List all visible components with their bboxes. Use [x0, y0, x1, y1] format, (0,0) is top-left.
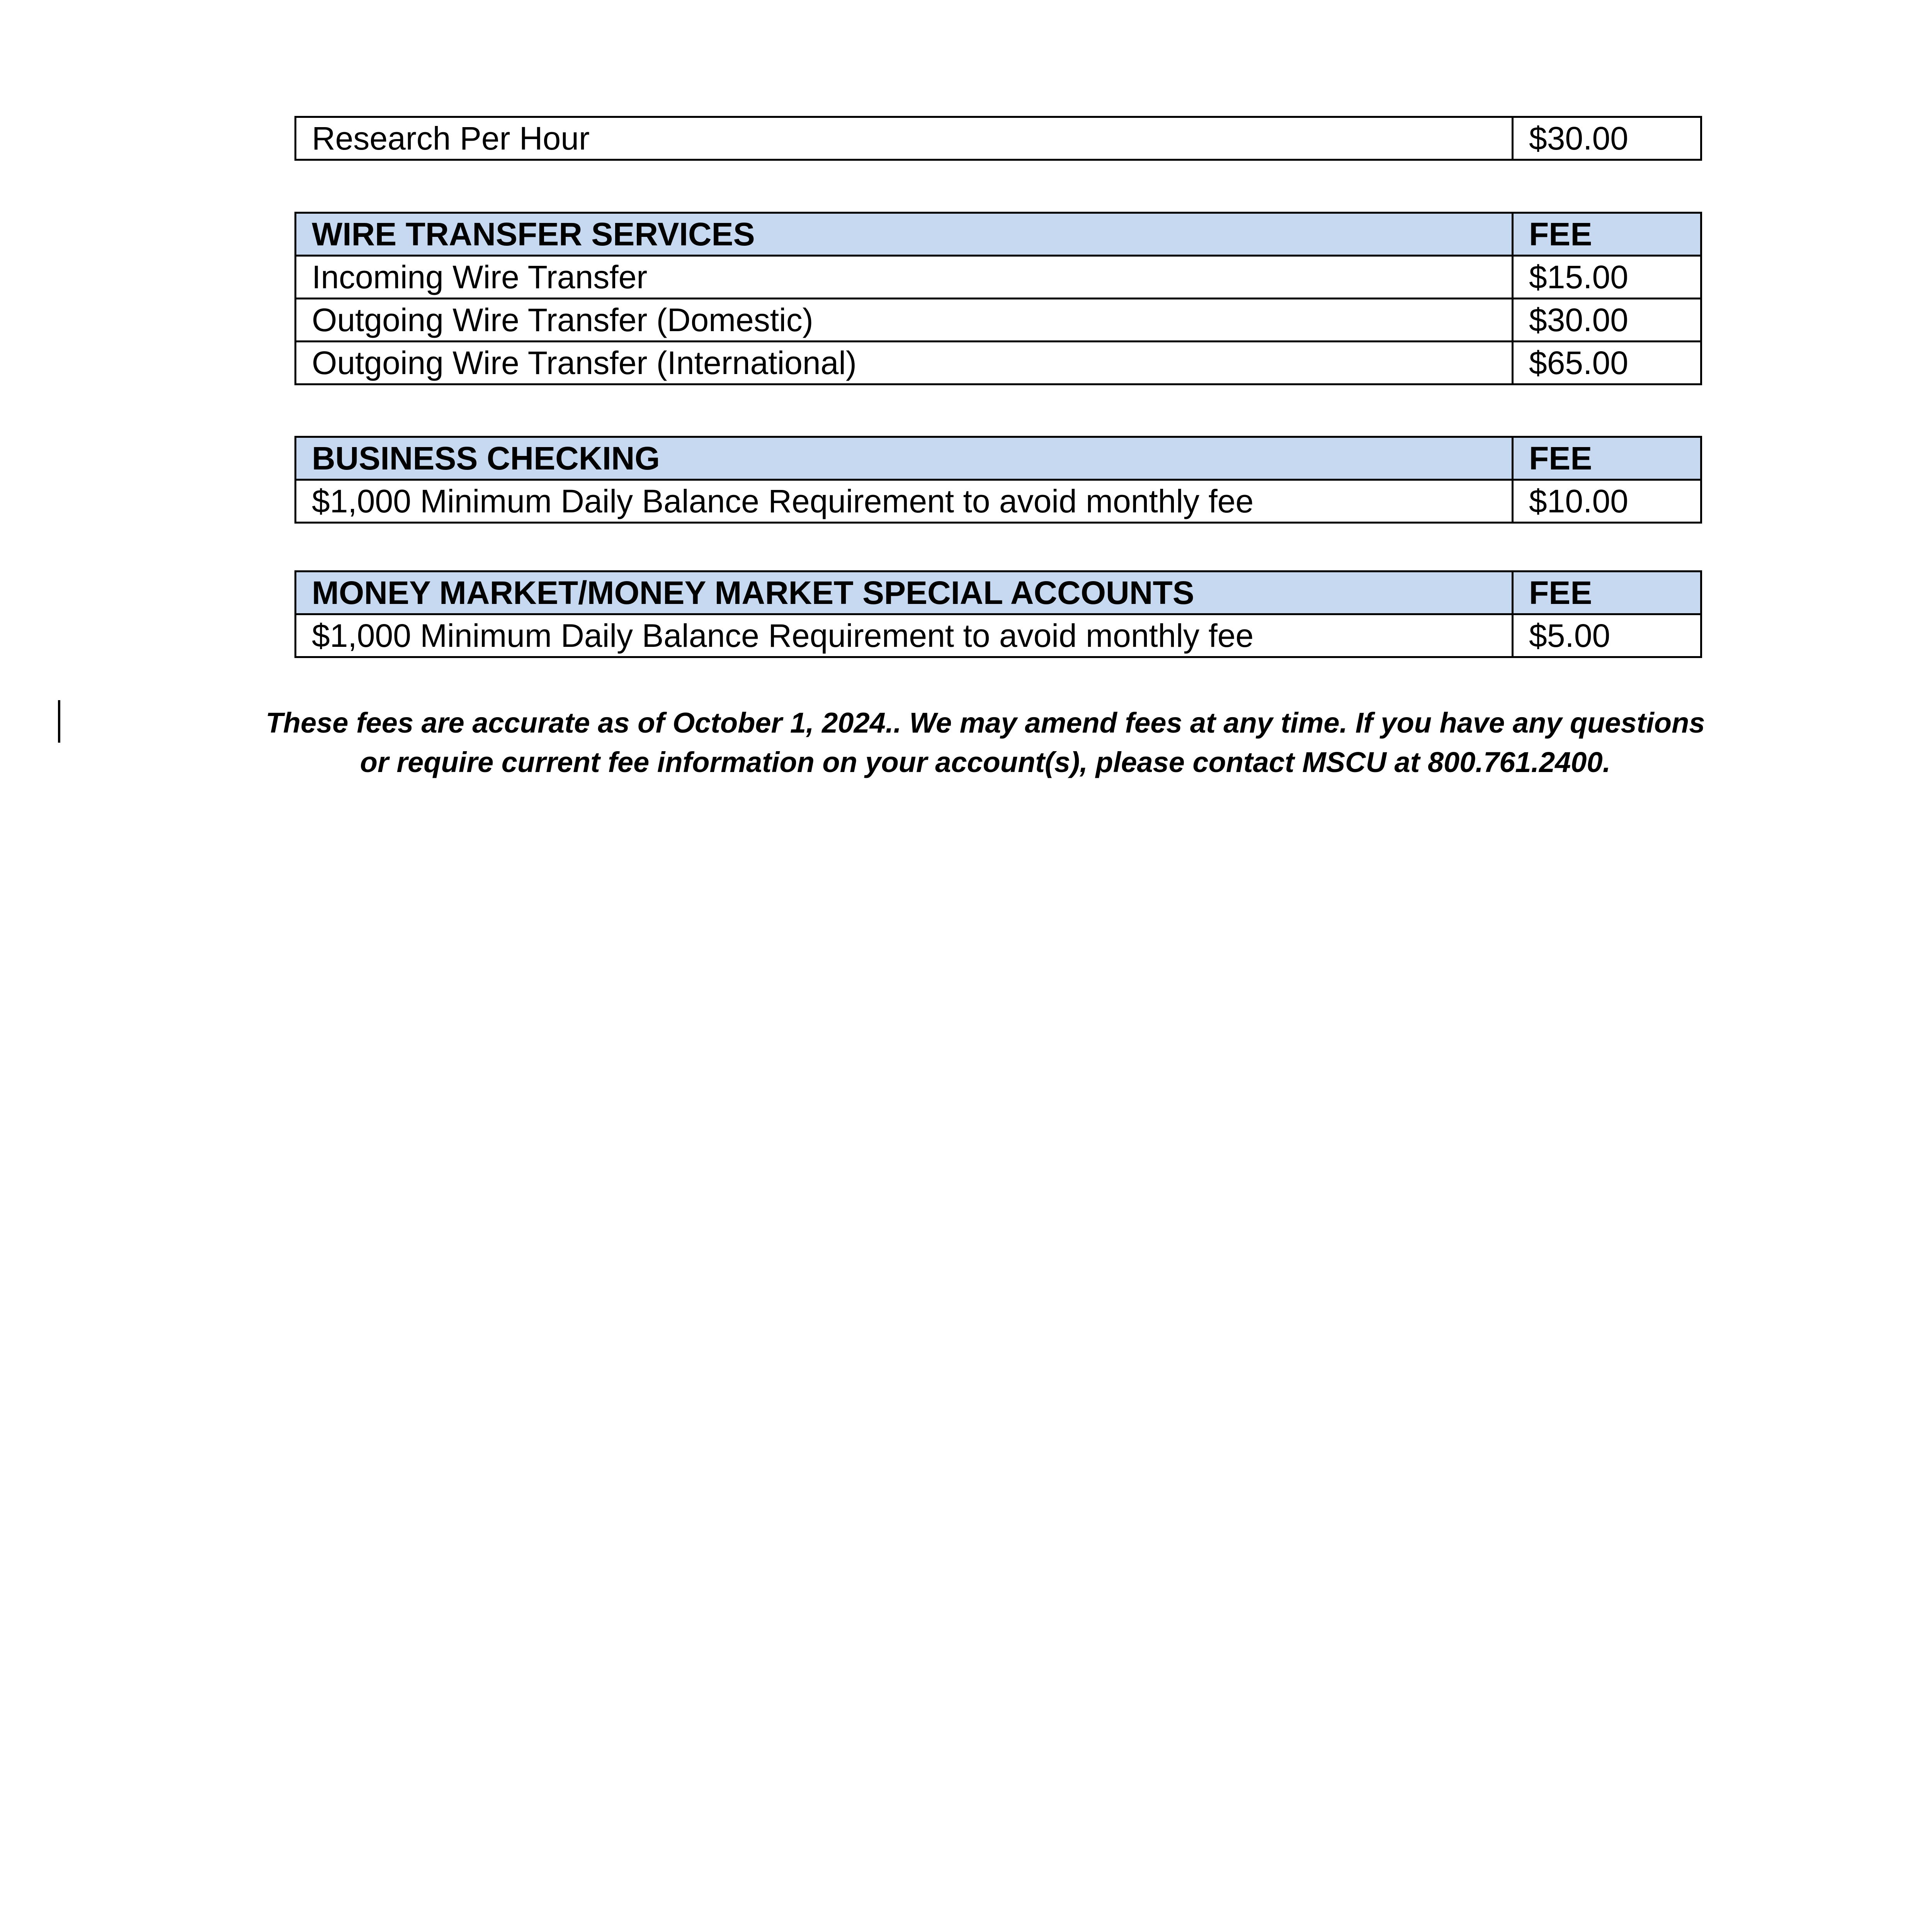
business-checking-fee-table	[294, 436, 1702, 524]
fee-amount: $5.00	[1513, 614, 1701, 657]
fee-column-heading: FEE	[1513, 571, 1701, 614]
fee-label: $1,000 Minimum Daily Balance Requirement to avoid monthly fee	[296, 480, 1513, 523]
fee-amount: $10.00	[1513, 480, 1701, 523]
fee-amount: $65.00	[1513, 342, 1701, 384]
fee-label: Incoming Wire Transfer	[296, 256, 1513, 299]
table-row	[296, 299, 1701, 342]
wire-transfer-fee-table	[294, 212, 1702, 385]
text-cursor	[58, 700, 60, 743]
section-heading: BUSINESS CHECKING	[296, 437, 1513, 480]
table-row	[296, 342, 1701, 384]
fee-notice	[232, 703, 1739, 782]
section-heading: MONEY MARKET/MONEY MARKET SPECIAL ACCOUNTS	[296, 571, 1513, 614]
table-header-row	[296, 437, 1701, 480]
table-row	[296, 480, 1701, 523]
fee-label: $1,000 Minimum Daily Balance Requirement to avoid monthly fee	[296, 614, 1513, 657]
fee-notice-line: These fees are accurate as of October 1, 2024.. We may amend fees at any time. If you have any questions	[265, 707, 1705, 739]
table-row	[296, 117, 1701, 160]
table-header-row	[296, 213, 1701, 256]
fee-column-heading: FEE	[1513, 437, 1701, 480]
table-header-row	[296, 571, 1701, 614]
fee-label: Outgoing Wire Transfer (International)	[296, 342, 1513, 384]
fee-column-heading: FEE	[1513, 213, 1701, 256]
fee-label: Outgoing Wire Transfer (Domestic)	[296, 299, 1513, 342]
table-row	[296, 614, 1701, 657]
money-market-fee-table	[294, 570, 1702, 658]
table-row	[296, 256, 1701, 299]
fee-notice-line: or require current fee information on your account(s), please contact MSCU at 800.761.2400.	[360, 746, 1611, 778]
fee-amount: $30.00	[1513, 299, 1701, 342]
section-heading: WIRE TRANSFER SERVICES	[296, 213, 1513, 256]
research-fee-table	[294, 116, 1702, 161]
fee-amount: $15.00	[1513, 256, 1701, 299]
fee-amount: $30.00	[1513, 117, 1701, 160]
fee-label: Research Per Hour	[296, 117, 1513, 160]
